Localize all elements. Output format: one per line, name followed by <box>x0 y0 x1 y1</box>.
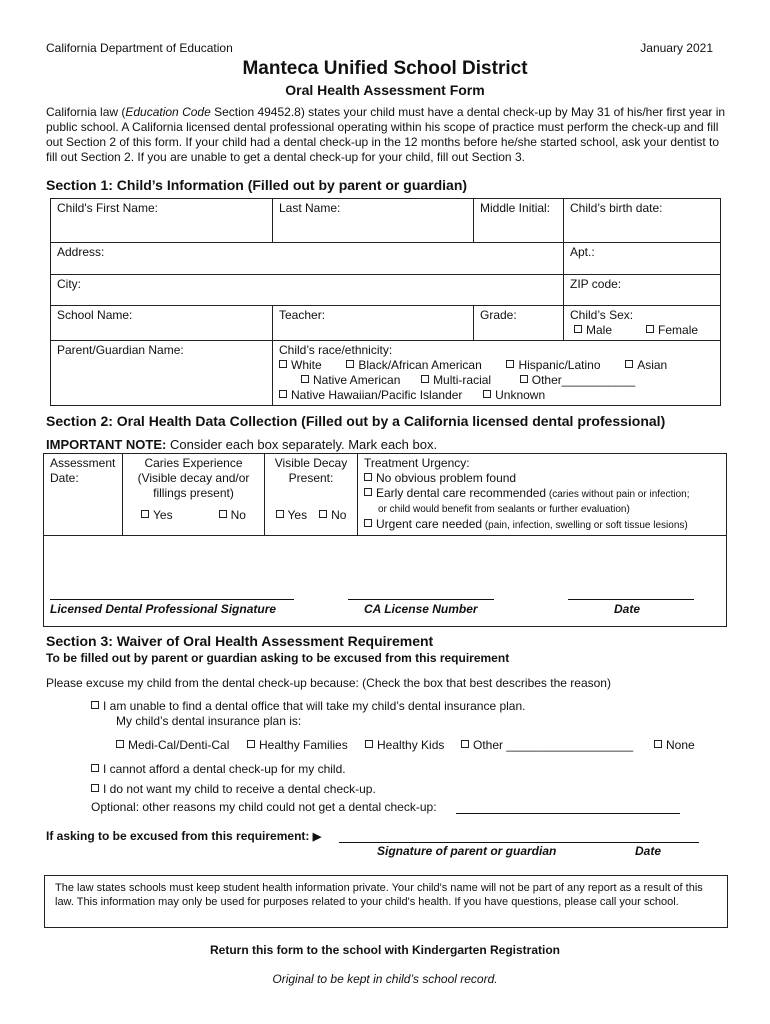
unknown-checkbox[interactable]: Unknown <box>483 388 545 402</box>
hispanic-checkbox[interactable]: Hispanic/Latino <box>506 358 600 372</box>
city-field[interactable]: City: <box>51 275 564 306</box>
address-field[interactable]: Address: <box>51 243 564 275</box>
optional-reason-line[interactable] <box>456 813 680 814</box>
license-line <box>348 599 494 600</box>
return-instruction: Return this form to the school with Kindergarten Registration <box>209 943 560 957</box>
healthy-kids-checkbox[interactable]: Healthy Kids <box>365 738 444 752</box>
sex-label: Child’s Sex: <box>570 308 634 322</box>
arrow-icon: ▶ <box>312 831 322 843</box>
decay-no-checkbox[interactable]: No <box>319 508 346 522</box>
privacy-notice-box <box>44 875 728 928</box>
section2-title: Section 2: Oral Health Data Collection (Filled out by a California licensed dental professional) <box>46 413 666 429</box>
urgency-none-checkbox[interactable]: No obvious problem found <box>364 471 720 486</box>
form-title: Oral Health Assessment Form <box>285 82 485 98</box>
race-field <box>273 341 721 406</box>
intro-paragraph: California law (Education Code Section 49452.8) states your child must have a dental check-up by May 31 of his/her first year in public school. A California licensed dental professional operating within his scope of practice must perform the check-up and fill out Section 2 of this form. If your child had a dental check-up in the 12 months before he/she started school, ask your dentist to fill out Section 2. If you are unable to get a dental check-up for your child, fill out Section 3. <box>46 105 726 164</box>
teacher-field[interactable]: Teacher: <box>273 306 474 341</box>
section1-title: Section 1: Child’s Information (Filled out by parent or guardian) <box>46 177 468 193</box>
zip-field[interactable]: ZIP code: <box>564 275 721 306</box>
caries-cell: Caries Experience (Visible decay and/or fillings present) Yes No <box>123 454 265 536</box>
parent-name-field[interactable]: Parent/Guardian Name: <box>51 341 273 406</box>
district-title: Manteca Unified School District <box>242 58 528 79</box>
native-american-checkbox[interactable]: Native American <box>301 373 400 387</box>
waiver-option-afford[interactable]: I cannot afford a dental check-up for my child. <box>91 762 346 776</box>
section3-subtitle: To be filled out by parent or guardian asking to be excused from this requirement <box>46 651 510 665</box>
urgency-urgent-checkbox[interactable]: Urgent care needed (pain, infection, swelling or soft tissue lesions) <box>364 517 720 533</box>
assessment-date-field[interactable]: Assessment Date: <box>44 454 123 536</box>
male-checkbox[interactable]: Male <box>574 323 612 337</box>
caries-no-checkbox[interactable]: No <box>219 508 246 522</box>
school-name-field[interactable]: School Name: <box>51 306 273 341</box>
waiver-option-insurance[interactable]: I am unable to find a dental office that will take my child’s dental insurance plan. <box>91 699 525 713</box>
grade-field[interactable]: Grade: <box>474 306 564 341</box>
none-plan-checkbox[interactable]: None <box>654 738 695 752</box>
privacy-notice: The law states schools must keep student health information private. Your child's name will not be part of any report as a result of this law. This information may only be used for purposes related to your child's health. If you have questions, please call your school. <box>55 882 703 908</box>
form-date: January 2021 <box>640 41 713 55</box>
other-plan-checkbox[interactable]: Other ___________________ <box>461 738 633 752</box>
sex-field <box>564 306 721 341</box>
dentist-signature-line <box>50 599 294 600</box>
multiracial-checkbox[interactable]: Multi-racial <box>421 373 491 387</box>
oral-health-table <box>43 453 727 627</box>
decay-yes-checkbox[interactable]: Yes <box>276 508 308 522</box>
license-label: CA License Number <box>364 602 478 616</box>
child-info-table <box>50 198 721 406</box>
caries-yes-checkbox[interactable]: Yes <box>141 508 173 522</box>
female-checkbox[interactable]: Female <box>646 323 698 337</box>
healthy-families-checkbox[interactable]: Healthy Families <box>247 738 348 752</box>
last-name-field[interactable]: Last Name: <box>273 199 474 243</box>
black-checkbox[interactable]: Black/African American <box>346 358 481 372</box>
white-checkbox[interactable]: White <box>279 358 322 372</box>
hawaiian-checkbox[interactable]: Native Hawaiian/Pacific Islander <box>279 388 462 402</box>
waiver-instruction: Please excuse my child from the dental check-up because: (Check the box that best describes the reason) <box>46 676 611 690</box>
decay-cell: Visible Decay Present: Yes No <box>265 454 358 536</box>
section3-title: Section 3: Waiver of Oral Health Assessment Requirement <box>46 633 434 649</box>
date-label: Date <box>614 602 641 616</box>
waiver-option-not-want[interactable]: I do not want my child to receive a dental check-up. <box>91 782 376 796</box>
race-label: Child’s race/ethnicity: <box>279 343 393 357</box>
other-race-checkbox[interactable]: Other___________ <box>520 373 635 387</box>
excused-label: If asking to be excused from this requirement: ▶ <box>46 829 322 843</box>
asian-checkbox[interactable]: Asian <box>625 358 667 372</box>
record-note: Original to be kept in child’s school record. <box>272 972 498 986</box>
urgency-cell: Treatment Urgency: No obvious problem found Early dental care recommended (caries without pain or infection; or child would benefit from sealants or further evaluation) Urgent care needed (pain, infection, swelling or soft tissue lesions) <box>358 454 727 536</box>
insurance-plan-label: My child’s dental insurance plan is: <box>116 714 302 728</box>
birth-date-field[interactable]: Child’s birth date: <box>564 199 721 243</box>
urgency-early-checkbox[interactable]: Early dental care recommended (caries without pain or infection; <box>364 486 720 502</box>
first-name-field[interactable]: Child's First Name: <box>51 199 273 243</box>
apt-field[interactable]: Apt.: <box>564 243 721 275</box>
parent-date-label: Date <box>635 844 662 858</box>
parent-signature-label: Signature of parent or guardian <box>377 844 557 858</box>
dentist-signature-label: Licensed Dental Professional Signature <box>50 602 277 616</box>
important-note: IMPORTANT NOTE: Consider each box separately. Mark each box. <box>46 437 438 452</box>
date-line <box>568 599 694 600</box>
parent-signature-line[interactable] <box>339 842 699 843</box>
optional-reason-label: Optional: other reasons my child could not get a dental check-up: <box>91 800 437 814</box>
middle-initial-field[interactable]: Middle Initial: <box>474 199 564 243</box>
agency-name: California Department of Education <box>46 41 233 55</box>
medi-cal-checkbox[interactable]: Medi-Cal/Denti-Cal <box>116 738 229 752</box>
